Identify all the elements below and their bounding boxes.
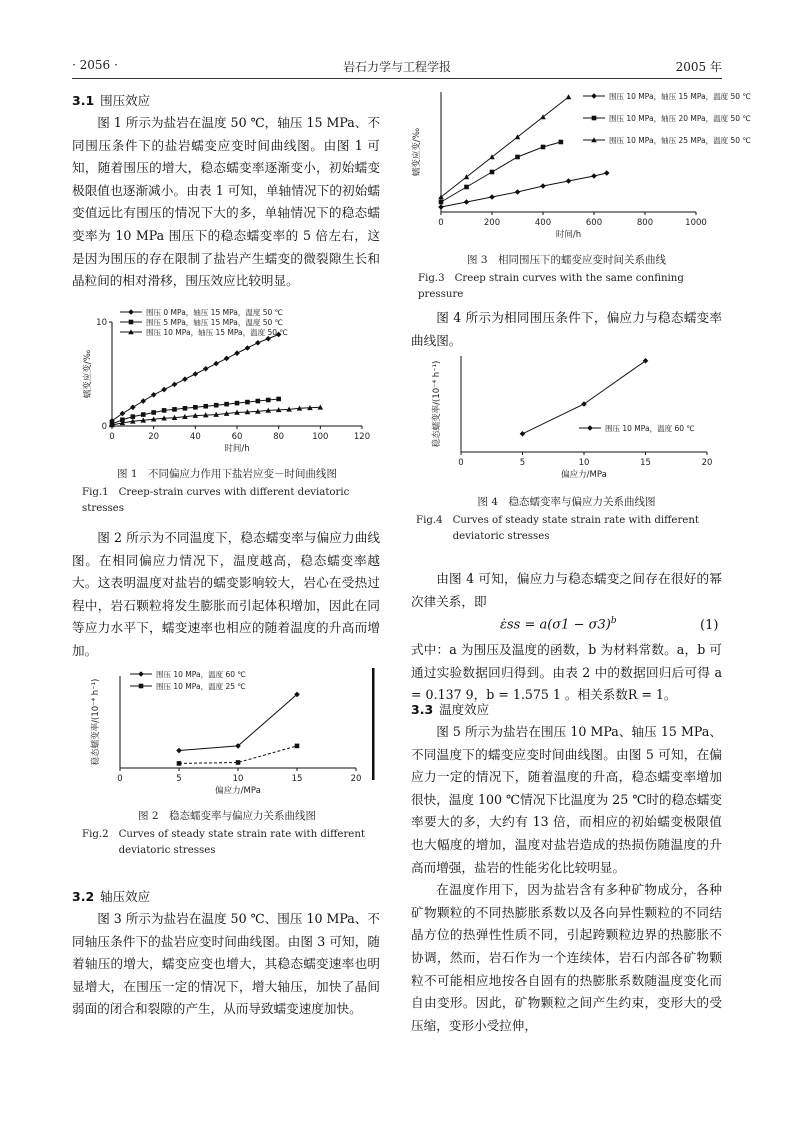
data-point <box>559 140 564 145</box>
x-tick-label: 20 <box>148 432 160 442</box>
figure-4-caption-cn: 图 4 稳态蠕变率与偏应力关系曲线图 <box>477 496 656 508</box>
data-point <box>236 760 241 765</box>
x-tick-label: 0 <box>109 432 115 442</box>
data-point <box>203 366 209 372</box>
legend-label: 围压 10 MPa，轴压 20 MPa，温度 50 ℃ <box>609 114 751 123</box>
figure-4-chart <box>411 350 722 490</box>
data-point <box>131 414 136 419</box>
figure-1-caption-en <box>82 485 382 517</box>
data-point <box>295 744 300 749</box>
y-axis-label: 稳态蠕变率/(10⁻⁴ h⁻¹) <box>432 360 442 448</box>
section-number: 3.1 <box>72 93 95 108</box>
legend-label: 围压 5 MPa，轴压 15 MPa，温度 50 ℃ <box>146 318 284 327</box>
figure-3-chart <box>411 86 751 250</box>
x-tick-label: 5 <box>176 774 182 784</box>
figure-label: Fig.1 <box>82 487 109 498</box>
legend-label: 围压 10 MPa，轴压 15 MPa，温度 50 ℃ <box>146 328 288 337</box>
data-point <box>183 406 188 411</box>
paragraph: 由图 4 可知，偏应力与稳态蠕变之间存在很好的幂次律关系，即 <box>411 571 722 609</box>
data-point <box>266 398 271 403</box>
legend-label: 围压 10 MPa，轴压 15 MPa，温度 50 ℃ <box>609 92 751 101</box>
x-tick-label: 200 <box>483 218 501 228</box>
header-rule <box>72 78 722 79</box>
section-heading <box>72 886 380 908</box>
equation-1 <box>500 616 617 632</box>
data-point <box>604 170 610 176</box>
x-tick-label: 5 <box>519 458 526 468</box>
x-tick-label: 100 <box>312 432 329 442</box>
figure-4 <box>411 350 722 490</box>
journal-name: 岩石力学与工程学报 <box>342 60 451 74</box>
series-line <box>441 97 569 197</box>
data-point <box>129 320 134 325</box>
data-point <box>193 405 198 410</box>
data-point <box>151 410 156 415</box>
data-point <box>235 401 240 406</box>
x-tick-label: 400 <box>534 218 552 228</box>
legend-label: 围压 10 MPa，温度 25 ℃ <box>156 682 246 691</box>
data-point <box>176 748 182 754</box>
section-heading <box>411 699 722 721</box>
year: 2005 年 <box>675 60 722 74</box>
x-tick-label: 120 <box>353 432 371 442</box>
paragraph: 图 4 所示为相同围压条件下，偏应力与稳态蠕变率曲线图。 <box>411 310 722 348</box>
paragraph: 在温度作用下，因为盐岩含有多种矿物成分，各种矿物颗粒的不同热膨胀系数以及各向异性颗粒的不同结晶方位的热弹性性质不同，引起跨颗粒边界的热膨胀不协调，然而，岩石作为一个连续体，岩石内部各矿物颗粒不可能相应地按各自固有的热膨胀系数随温度变化而自由变形。因此，矿物颗粒之间产生约束，变形大的受压缩，变形小受拉伸， <box>411 882 722 1033</box>
data-point <box>203 404 208 409</box>
data-point <box>224 356 230 362</box>
series-line <box>441 142 561 202</box>
section-number: 3.3 <box>411 702 434 717</box>
x-tick-label: 1000 <box>685 218 707 228</box>
data-point <box>172 407 177 412</box>
figure-caption-text: Creep strain curves with the same confining pressure <box>418 273 684 300</box>
page-number: · 2056 · <box>72 58 118 72</box>
section-number: 3.2 <box>72 889 95 904</box>
x-axis-label: 偏应力/MPa <box>561 470 607 480</box>
figure-label: Fig.3 <box>418 273 445 284</box>
x-tick-label: 20 <box>701 458 713 468</box>
data-point <box>224 402 229 407</box>
data-point <box>464 199 470 205</box>
y-tick-label: 0 <box>101 422 107 432</box>
data-point <box>177 761 182 766</box>
section-title: 轴压效应 <box>100 889 151 904</box>
series-line <box>179 694 297 750</box>
x-tick-label: 0 <box>438 218 444 228</box>
data-point <box>489 194 495 200</box>
series-line <box>523 361 646 434</box>
equation-number: (1) <box>700 618 719 633</box>
y-axis-label: 蠕变应变/‰ <box>412 127 422 177</box>
figure-caption-text: Creep-strain curves with different deviatoric stresses <box>82 487 350 514</box>
paragraph: 图 2 所示为不同温度下，稳态蠕变率与偏应力曲线图。在相同偏应力情况下，温度越高，稳态蠕变率越大。这表明温度对盐岩的蠕变影响较大，岩心在受热过程中，岩石颗粒将发生膨胀而引起体积增加，因此在同等应力水平下，蠕变速率也相应的随着温度的升高而增加。 <box>72 530 380 658</box>
x-tick-label: 10 <box>578 458 590 468</box>
legend-label: 围压 0 MPa，轴压 15 MPa，温度 50 ℃ <box>146 308 284 317</box>
y-axis-label: 稳态蠕变率/(10⁻⁴ h⁻¹) <box>91 678 101 766</box>
data-point <box>214 403 219 408</box>
figure-2-caption-cn: 图 2 稳态蠕变率与偏应力关系曲线图 <box>137 810 317 822</box>
paragraph: 图 1 所示为盐岩在温度 50 ℃，轴压 15 MPa、不同围压条件下的盐岩蠕变应变时间曲线图。由图 1 可知，随着围压的增大，稳态蠕变率逐渐变小，初始蠕变极限值也逐渐减小。由表 1 可知，单轴情况下的初始蠕变值远比有围压的情况下大的多，单轴情况下的稳态蠕变率为 10 MPa 围压下的稳态蠕变率的 5 倍左右，这是因为围压的存在限制了盐岩产生蠕变的微裂隙生长和晶粒间的相对滑移，围压效应比较明显。 <box>72 115 380 289</box>
x-axis-label: 偏应力/MPa <box>215 786 261 796</box>
figure-3-caption-en <box>418 271 722 303</box>
data-point <box>128 309 134 315</box>
section-title: 温度效应 <box>439 702 490 717</box>
data-point <box>515 155 520 160</box>
x-tick-label: 40 <box>189 432 201 442</box>
x-tick-label: 0 <box>117 774 123 784</box>
data-point <box>245 400 250 405</box>
figure-1-chart <box>72 306 382 458</box>
figure-label: Fig.2 <box>82 829 109 840</box>
data-point <box>541 145 546 150</box>
data-point <box>193 371 199 377</box>
data-point <box>151 392 157 398</box>
section-heading <box>72 90 380 112</box>
figure-caption-text: Curves of steady state strain rate with different deviatoric stresses <box>452 515 699 542</box>
data-point <box>438 204 444 210</box>
figure-2-caption-en <box>82 827 382 859</box>
data-point <box>591 173 597 179</box>
data-point <box>587 425 593 431</box>
figure-1 <box>72 306 382 458</box>
section-title: 围压效应 <box>100 93 151 108</box>
data-point <box>515 189 521 195</box>
paragraph: 图 5 所示为盐岩在围压 10 MPa、轴压 15 MPa、不同温度下的蠕变应变时间曲线图。由图 5 可知，在偏应力一定的情况下，随着温度的升高，稳态蠕变率增加很快，温度 100 ℃情况下比温度为 25 ℃时的稳态蠕变率要大的多，大约有 13 倍，而相应的初始蠕变极限值也大幅度的增加，温度对盐岩造成的热损伤随温度的升高而增强，盐岩的性能劣化比较明显。 <box>411 724 722 875</box>
figure-3-caption-cn: 图 3 相同围压下的蠕变应变时间关系曲线 <box>466 254 667 266</box>
powerlaw-intro <box>411 568 722 613</box>
data-point <box>256 399 261 404</box>
section-3-1 <box>72 90 380 293</box>
running-header <box>72 58 722 76</box>
data-point <box>591 93 597 99</box>
data-point <box>255 340 261 346</box>
equation-exponent: b <box>610 616 617 626</box>
x-tick-label: 15 <box>291 774 303 784</box>
data-point <box>566 178 572 184</box>
data-point <box>540 183 546 189</box>
data-point <box>234 350 240 356</box>
figure-label: Fig.4 <box>416 515 443 526</box>
y-tick-label: 10 <box>96 318 107 328</box>
data-point <box>464 185 469 190</box>
x-tick-label: 800 <box>636 218 654 228</box>
data-point <box>172 382 178 388</box>
data-point <box>213 361 219 367</box>
section-3-3 <box>411 699 722 1037</box>
y-axis-label: 蠕变应变/‰ <box>83 349 93 399</box>
data-point <box>140 398 146 404</box>
x-tick-label: 10 <box>232 774 244 784</box>
figure-2 <box>72 664 382 804</box>
legend-label: 围压 10 MPa，温度 60 ℃ <box>156 670 246 679</box>
data-point <box>162 408 167 413</box>
figure-2-chart <box>72 664 382 804</box>
figure-4-caption-en <box>416 513 722 545</box>
data-point <box>566 94 572 99</box>
data-point <box>276 397 281 402</box>
data-point <box>130 404 136 410</box>
x-tick-label: 20 <box>350 774 362 784</box>
data-point <box>182 376 188 382</box>
data-point <box>120 411 126 417</box>
x-tick-label: 600 <box>585 218 603 228</box>
data-point <box>592 116 597 121</box>
data-point <box>490 170 495 175</box>
data-point <box>520 431 526 437</box>
x-tick-label: 60 <box>231 432 243 442</box>
frame-bar <box>372 668 375 780</box>
x-tick-label: 15 <box>640 458 651 468</box>
legend-label: 围压 10 MPa，温度 60 ℃ <box>605 424 695 433</box>
x-axis-label: 时间/h <box>224 444 250 454</box>
x-tick-label: 0 <box>458 458 464 468</box>
paragraph: 式中：a 为围压及温度的函数，b 为材料常数。a，b 可通过实验数据回归得到。由表 2 中的数据回归后可得 a = 0.137 9，b = 1.575 1 。相关系数R = 1。 <box>411 642 722 703</box>
equation-explanation <box>411 639 722 707</box>
equation-body: ε̇ss = a(σ1 − σ3) <box>500 617 611 633</box>
data-point <box>138 671 144 677</box>
data-point <box>161 387 167 393</box>
fig4-intro <box>411 307 722 352</box>
figure-3 <box>411 86 751 250</box>
data-point <box>245 345 251 351</box>
figure-1-caption-cn: 图 1 不同偏应力作用下盐岩应变－时间曲线图 <box>116 468 338 480</box>
legend-label: 围压 10 MPa，轴压 25 MPa，温度 50 ℃ <box>609 136 751 145</box>
figure-caption-text: Curves of steady state strain rate with different deviatoric stresses <box>118 829 365 856</box>
paragraph: 图 3 所示为盐岩在温度 50 ℃、围压 10 MPa、不同轴压条件下的盐岩应变时间曲线图。由图 3 可知，随着轴压的增大，蠕变应变也增大，其稳态蠕变速率也明显增大，在围压一定的情况下，增大轴压，加快了晶间弱面的闭合和裂隙的产生，从而导致蠕变速度加快。 <box>72 911 380 1017</box>
section-3-2 <box>72 886 380 1021</box>
data-point <box>139 684 144 689</box>
x-tick-label: 80 <box>273 432 285 442</box>
x-axis-label: 时间/h <box>555 230 582 240</box>
fig2-discussion <box>72 527 380 663</box>
data-point <box>141 412 146 417</box>
data-point <box>439 200 444 205</box>
